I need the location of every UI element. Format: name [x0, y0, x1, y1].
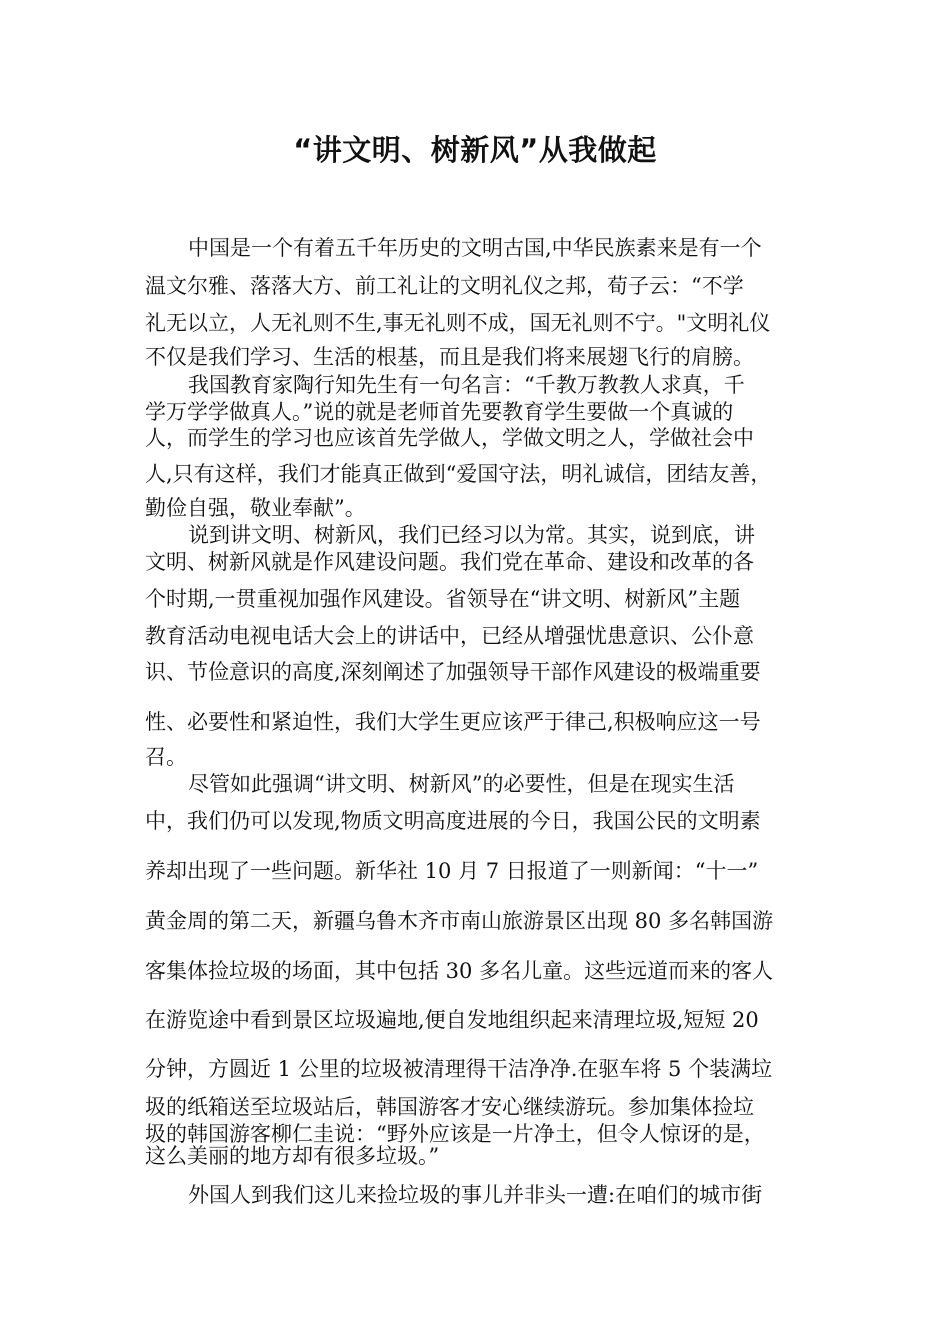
document-title: “讲文明、树新风”从我做起: [293, 133, 657, 167]
text-line: 中国是一个有着五千年历史的文明古国,中华民族素来是有一个: [188, 236, 762, 260]
text-line: 养却出现了一些问题。新华社 10 月 7 日报道了一则新闻：“十一”: [145, 859, 759, 883]
text-line: 礼无以立，人无礼则不生,事无礼则不成，国无礼则不宁。"文明礼仪: [145, 311, 771, 335]
text-line: 这么美丽的地方却有很多垃圾。”: [145, 1144, 440, 1168]
text-line: 不仅是我们学习、生活的根基，而且是我们将来展翅飞行的肩膀。: [145, 345, 754, 369]
text-line: 个时期,一贯重视加强作风建设。省领导在“讲文明、树新风”主题: [145, 587, 741, 611]
text-line: 中，我们仍可以发现,物质文明高度进展的今日，我国公民的文明素: [145, 809, 761, 833]
text-line: 我国教育家陶行知先生有一句名言：“千教万教教人求真，千: [188, 373, 745, 397]
text-line: 尽管如此强调“讲文明、树新风”的必要性，但是在现实生活: [188, 772, 735, 796]
text-line: 外国人到我们这儿来捡垃圾的事儿并非头一遭:在咱们的城市街: [188, 1183, 763, 1207]
text-line: 黄金周的第二天，新疆乌鲁木齐市南山旅游景区出现 80 多名韩国游: [145, 909, 774, 933]
text-line: 圾的韩国游客柳仁圭说：“野外应该是一片净土，但令人惊讶的是，: [145, 1122, 765, 1146]
text-line: 分钟，方圆近 1 公里的垃圾被清理得干洁净净.在驱车将 5 个装满垃: [145, 1057, 773, 1081]
text-line: 人，而学生的学习也应该首先学做人，学做文明之人，学做社会中: [145, 426, 754, 450]
text-line: 人,只有这样，我们才能真正做到“爱国守法，明礼诚信，团结友善，: [145, 462, 772, 486]
text-line: 勤俭自强，敬业奉献”。: [145, 496, 366, 520]
text-line: 在游览途中看到景区垃圾遍地,便自发地组织起来清理垃圾,短短 20: [145, 1008, 759, 1032]
text-line: 圾的纸箱送至垃圾站后，韩国游客才安心继续游玩。参加集体捡垃: [145, 1095, 754, 1119]
text-line: 文明、树新风就是作风建设问题。我们党在革命、建设和改革的各: [145, 550, 754, 574]
text-line: 召。: [145, 745, 187, 769]
text-line: 性、必要性和紧迫性，我们大学生更应该严于律己,积极响应这一号: [145, 710, 761, 734]
text-line: 教育活动电视电话大会上的讲话中，已经从增强忧患意识、公仆意: [145, 624, 754, 648]
text-line: 说到讲文明、树新风，我们已经习以为常。其实，说到底，讲: [188, 523, 755, 547]
text-line: 识、节俭意识的高度,深刻阐述了加强领导干部作风建设的极端重要: [145, 660, 761, 684]
text-line: 学万学学做真人。”说的就是老师首先要教育学生要做一个真诚的: [145, 400, 734, 424]
text-line: 客集体捡垃圾的场面，其中包括 30 多名儿童。这些远道而来的客人: [145, 959, 774, 983]
text-line: 温文尔雅、落落大方、前工礼让的文明礼仪之邦，荀子云：“不学: [145, 274, 744, 298]
